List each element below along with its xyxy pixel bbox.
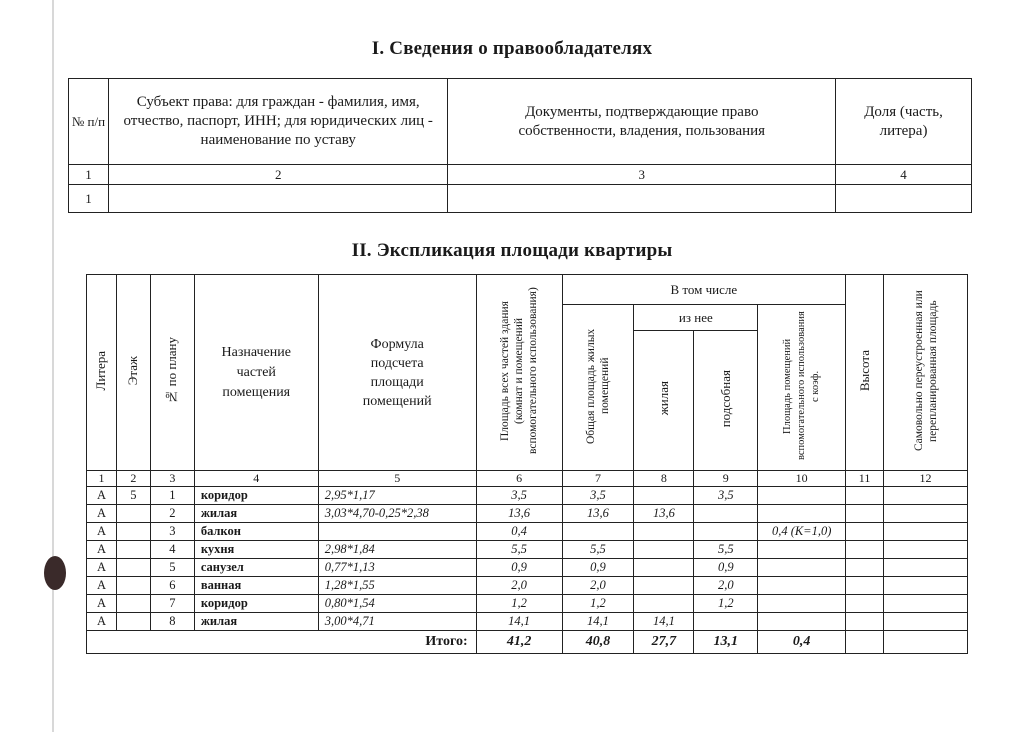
section2-title: II. Экспликация площади квартиры — [351, 240, 673, 261]
totals-row — [87, 631, 968, 654]
cell-empty — [846, 577, 884, 595]
cell-total-living: 1,2 — [562, 595, 634, 613]
of-which-header: из нее — [634, 305, 758, 331]
cell-plan: 5 — [150, 559, 194, 577]
cell-total: 14,1 — [476, 613, 562, 631]
cell-total: 3,5 — [476, 487, 562, 505]
cell-living: 13,6 — [634, 505, 694, 523]
cell-empty — [846, 541, 884, 559]
cell-empty — [846, 523, 884, 541]
cell-litera: А — [87, 577, 117, 595]
col-number: 7 — [562, 471, 634, 487]
col-number: 1 — [87, 471, 117, 487]
owners-table — [68, 78, 972, 213]
cell-coef: 0,4 (К=1,0) — [758, 523, 846, 541]
col-number: 2 — [116, 471, 150, 487]
cell-purpose: кухня — [194, 541, 318, 559]
cell-floor — [116, 595, 150, 613]
table-row — [69, 185, 972, 213]
floor-header: Этаж — [116, 275, 150, 471]
cell-coef — [758, 505, 846, 523]
col-number: 9 — [694, 471, 758, 487]
cell-aux: 5,5 — [694, 541, 758, 559]
cell-empty — [884, 505, 968, 523]
cell-litera: А — [87, 541, 117, 559]
cell-aux: 3,5 — [694, 487, 758, 505]
cell-floor — [116, 613, 150, 631]
cell-living — [634, 595, 694, 613]
purpose-header: Назначение частей помещения — [194, 275, 318, 471]
height-header: Высота — [846, 275, 884, 471]
binder-edge — [52, 0, 54, 732]
cell-coef — [758, 487, 846, 505]
cell-total: 0,4 — [476, 523, 562, 541]
col-number: 4 — [836, 165, 972, 185]
cell-aux — [694, 613, 758, 631]
cell-coef — [758, 541, 846, 559]
col-subject-header: Субъект права: для граждан - фамилия, имя, отчество, паспорт, ИНН; для юридических лиц - наименование по уставу — [108, 79, 448, 165]
cell-purpose: санузел — [194, 559, 318, 577]
formula-header: Формула подсчета площади помещений — [318, 275, 476, 471]
table-row — [87, 613, 968, 631]
cell-floor: 5 — [116, 487, 150, 505]
cell-floor — [116, 577, 150, 595]
unauthorized-header: Самовольно переустроенная или перепланированная площадь — [884, 275, 968, 471]
cell-purpose: ванная — [194, 577, 318, 595]
col-number: 4 — [194, 471, 318, 487]
cell-total-living: 2,0 — [562, 577, 634, 595]
cell-total: 1,2 — [476, 595, 562, 613]
cell-total-living — [562, 523, 634, 541]
cell-plan: 6 — [150, 577, 194, 595]
cell-plan: 4 — [150, 541, 194, 559]
cell-empty — [846, 559, 884, 577]
cell-floor — [116, 505, 150, 523]
cell-formula: 3,03*4,70-0,25*2,38 — [318, 505, 476, 523]
cell-aux: 0,9 — [694, 559, 758, 577]
section1-title: I. Сведения о правообладателях — [371, 38, 653, 59]
cell-total: 5,5 — [476, 541, 562, 559]
cell-total-living: 13,6 — [562, 505, 634, 523]
cell-empty — [884, 559, 968, 577]
cell-litera: А — [87, 595, 117, 613]
cell-aux — [694, 505, 758, 523]
col-number: 11 — [846, 471, 884, 487]
table-row — [87, 577, 968, 595]
living-header: жилая — [634, 331, 694, 471]
litera-header: Литера — [87, 275, 117, 471]
cell-purpose: жилая — [194, 505, 318, 523]
cell-total: 0,9 — [476, 559, 562, 577]
cell-purpose: балкон — [194, 523, 318, 541]
cell-formula: 2,98*1,84 — [318, 541, 476, 559]
cell-plan: 1 — [150, 487, 194, 505]
cell-coef — [758, 559, 846, 577]
cell-empty — [884, 541, 968, 559]
row-documents — [448, 185, 836, 213]
cell-empty — [884, 613, 968, 631]
row-num: 1 — [69, 185, 109, 213]
cell-aux: 1,2 — [694, 595, 758, 613]
cell-plan: 2 — [150, 505, 194, 523]
cell-formula: 0,77*1,13 — [318, 559, 476, 577]
cell-formula: 2,95*1,17 — [318, 487, 476, 505]
cell-empty — [846, 613, 884, 631]
table-row — [87, 523, 968, 541]
cell-purpose: коридор — [194, 595, 318, 613]
row-subject — [108, 185, 448, 213]
cell-plan: 8 — [150, 613, 194, 631]
cell-living — [634, 559, 694, 577]
cell-floor — [116, 541, 150, 559]
cell-purpose: коридор — [194, 487, 318, 505]
cell-total: 13,6 — [476, 505, 562, 523]
cell-empty — [846, 487, 884, 505]
col-number: 10 — [758, 471, 846, 487]
cell-total-living: 0,9 — [562, 559, 634, 577]
col-number: 12 — [884, 471, 968, 487]
table-row — [87, 595, 968, 613]
cell-empty — [884, 577, 968, 595]
table-row — [87, 541, 968, 559]
cell-total: 2,0 — [476, 577, 562, 595]
punch-hole — [44, 556, 66, 590]
col-number: 3 — [150, 471, 194, 487]
cell-empty — [884, 523, 968, 541]
cell-total-living: 14,1 — [562, 613, 634, 631]
cell-coef — [758, 613, 846, 631]
cell-plan: 7 — [150, 595, 194, 613]
cell-formula: 1,28*1,55 — [318, 577, 476, 595]
col-number: 6 — [476, 471, 562, 487]
cell-living — [634, 577, 694, 595]
including-header: В том числе — [562, 275, 846, 305]
cell-formula: 3,00*4,71 — [318, 613, 476, 631]
col-number: 1 — [69, 165, 109, 185]
cell-litera: А — [87, 559, 117, 577]
totals-unauthorized — [884, 631, 968, 654]
totals-total: 41,2 — [476, 631, 562, 654]
col-num-header: № п/п — [69, 79, 109, 165]
row-share — [836, 185, 972, 213]
table-row — [87, 505, 968, 523]
total-area-header: Площадь всех частей здания (комнат и помещений вспомогательного использования) — [476, 275, 562, 471]
totals-total-living: 40,8 — [562, 631, 634, 654]
cell-total-living: 5,5 — [562, 541, 634, 559]
cell-aux — [694, 523, 758, 541]
cell-purpose: жилая — [194, 613, 318, 631]
table-row — [87, 487, 968, 505]
cell-formula — [318, 523, 476, 541]
cell-litera: А — [87, 613, 117, 631]
col-share-header: Доля (часть, литера) — [836, 79, 972, 165]
cell-empty — [846, 505, 884, 523]
total-living-header: Общая площадь жилых помещений — [562, 305, 634, 471]
cell-total-living: 3,5 — [562, 487, 634, 505]
cell-living — [634, 487, 694, 505]
col-number: 2 — [108, 165, 448, 185]
cell-litera: А — [87, 487, 117, 505]
totals-coef: 0,4 — [758, 631, 846, 654]
plan-number-header: № по плану — [150, 275, 194, 471]
totals-living: 27,7 — [634, 631, 694, 654]
col-number: 5 — [318, 471, 476, 487]
col-number: 8 — [634, 471, 694, 487]
cell-litera: А — [87, 505, 117, 523]
cell-floor — [116, 523, 150, 541]
totals-height — [846, 631, 884, 654]
cell-floor — [116, 559, 150, 577]
col-number: 3 — [448, 165, 836, 185]
cell-aux: 2,0 — [694, 577, 758, 595]
totals-aux: 13,1 — [694, 631, 758, 654]
aux-coef-header: Площадь помещений вспомогательного использования с коэф. — [758, 305, 846, 471]
cell-coef — [758, 595, 846, 613]
auxiliary-header: подсобная — [694, 331, 758, 471]
cell-coef — [758, 577, 846, 595]
cell-plan: 3 — [150, 523, 194, 541]
cell-living — [634, 541, 694, 559]
cell-formula: 0,80*1,54 — [318, 595, 476, 613]
table-row — [87, 559, 968, 577]
area-table — [86, 274, 968, 654]
cell-litera: А — [87, 523, 117, 541]
cell-empty — [846, 595, 884, 613]
cell-empty — [884, 487, 968, 505]
cell-empty — [884, 595, 968, 613]
totals-label: Итого: — [87, 631, 477, 654]
cell-living — [634, 523, 694, 541]
cell-living: 14,1 — [634, 613, 694, 631]
col-documents-header: Документы, подтверждающие право собственности, владения, пользования — [448, 79, 836, 165]
